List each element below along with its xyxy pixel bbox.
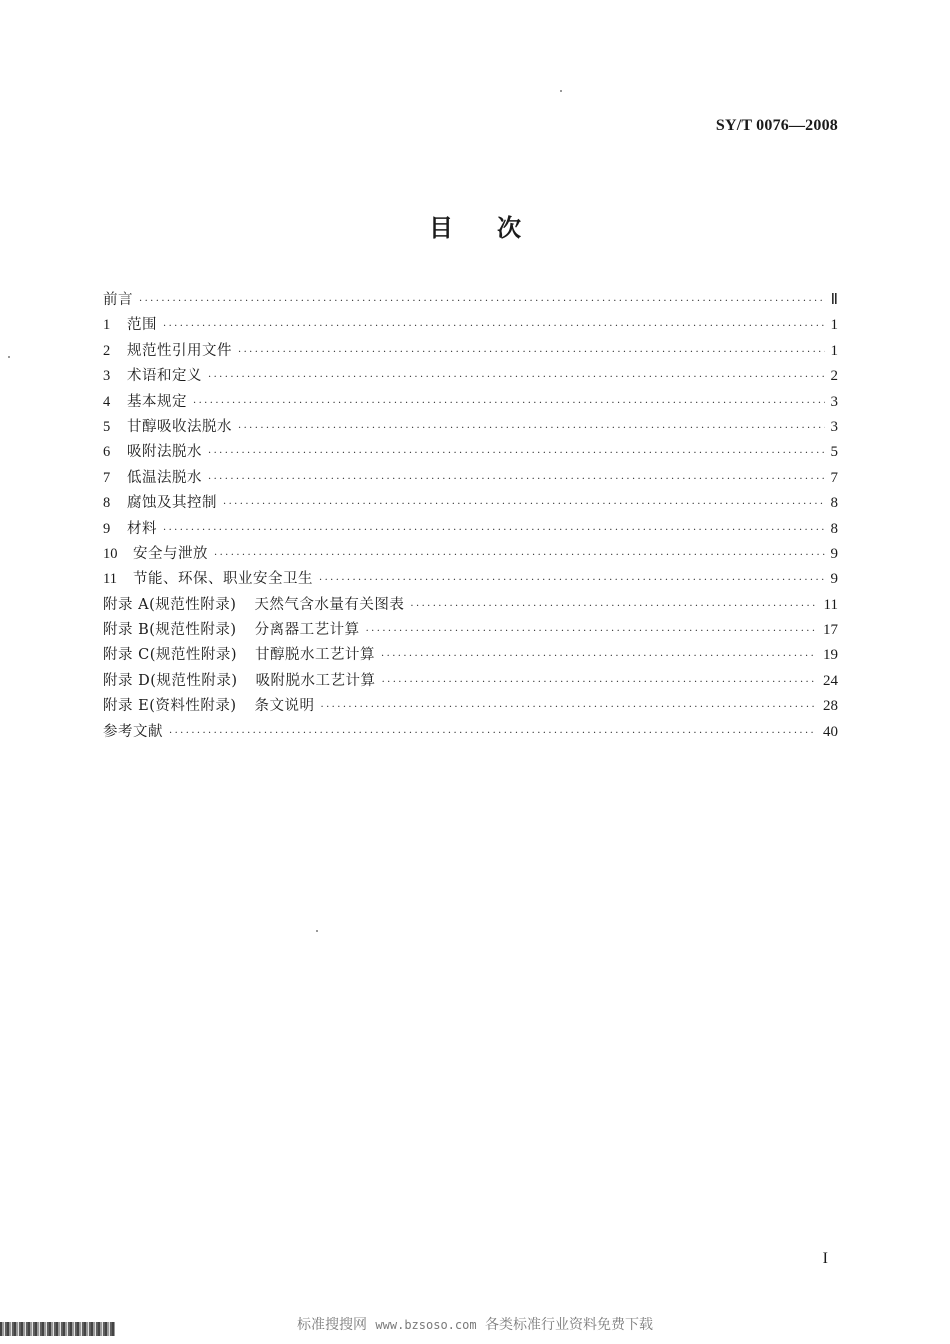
dot-leader bbox=[139, 296, 825, 307]
title-char-2: 次 bbox=[497, 214, 521, 242]
toc-entry-label: 基本规定 bbox=[127, 393, 187, 410]
toc-entry-page: 28 bbox=[823, 698, 838, 715]
toc-entry-page: 8 bbox=[830, 520, 838, 537]
toc-entry-number: 10 bbox=[103, 545, 118, 562]
toc-entry-page: 5 bbox=[830, 444, 838, 461]
dot-leader bbox=[208, 372, 825, 383]
toc-entry-number: 6 bbox=[103, 444, 111, 461]
toc-entry[interactable] bbox=[103, 542, 838, 567]
toc-entry-appendix[interactable] bbox=[103, 643, 838, 668]
dot-leader bbox=[319, 575, 825, 586]
toc-entry-label: 范围 bbox=[127, 317, 157, 334]
toc-entry-page: 40 bbox=[823, 723, 838, 740]
appendix-designation: 附录 D(规范性附录) bbox=[103, 672, 238, 689]
toc-entry-number: 3 bbox=[103, 368, 111, 385]
toc-entry-appendix[interactable] bbox=[103, 593, 838, 618]
toc-entry-page: 1 bbox=[830, 317, 838, 334]
page-number: I bbox=[822, 1250, 828, 1267]
scan-speck bbox=[316, 930, 318, 932]
watermark bbox=[0, 1314, 950, 1334]
toc-entry[interactable] bbox=[103, 491, 838, 516]
title-char-1: 目 bbox=[429, 214, 453, 242]
toc-entry[interactable] bbox=[103, 466, 838, 491]
toc-entry-appendix[interactable] bbox=[103, 618, 838, 643]
dot-leader bbox=[410, 601, 817, 612]
dot-leader bbox=[366, 626, 817, 637]
scan-speck bbox=[560, 90, 562, 92]
dot-leader bbox=[321, 702, 817, 713]
toc-entry[interactable] bbox=[103, 364, 838, 389]
appendix-title: 条文说明 bbox=[254, 698, 315, 715]
toc-entry[interactable] bbox=[103, 567, 838, 592]
toc-entry[interactable] bbox=[103, 720, 838, 745]
toc-entry-page: 8 bbox=[830, 495, 838, 512]
table-of-contents bbox=[103, 288, 838, 745]
toc-entry-number: 7 bbox=[103, 469, 111, 486]
toc-entry[interactable] bbox=[103, 313, 838, 338]
toc-entry-number: 5 bbox=[103, 418, 111, 435]
watermark-site: 标准搜搜网 bbox=[296, 1317, 367, 1333]
toc-entry-number: 11 bbox=[103, 571, 117, 588]
appendix-title: 分离器工艺计算 bbox=[254, 622, 360, 639]
appendix-title: 吸附脱水工艺计算 bbox=[255, 672, 376, 689]
toc-entry-page: 7 bbox=[830, 469, 838, 486]
dot-leader bbox=[238, 347, 825, 358]
dot-leader bbox=[223, 499, 825, 510]
toc-entry-page: 3 bbox=[830, 418, 838, 435]
dot-leader bbox=[193, 398, 825, 409]
toc-entry-page: 9 bbox=[830, 545, 838, 562]
toc-entry-page: 24 bbox=[823, 672, 838, 689]
toc-entry[interactable] bbox=[103, 415, 838, 440]
dot-leader bbox=[381, 651, 817, 662]
appendix-designation: 附录 E(资料性附录) bbox=[103, 698, 237, 715]
toc-entry-appendix[interactable] bbox=[103, 669, 838, 694]
dot-leader bbox=[238, 423, 825, 434]
toc-entry-page: 3 bbox=[830, 393, 838, 410]
dot-leader bbox=[214, 550, 825, 561]
toc-entry[interactable] bbox=[103, 288, 838, 313]
appendix-designation: 附录 C(规范性附录) bbox=[103, 647, 238, 664]
toc-entry-number: 4 bbox=[103, 393, 111, 410]
standard-code: SY/T 0076—2008 bbox=[715, 117, 838, 134]
appendix-title: 天然气含水量有关图表 bbox=[254, 596, 405, 613]
toc-entry-label: 规范性引用文件 bbox=[127, 342, 232, 359]
toc-entry-number: 9 bbox=[103, 520, 111, 537]
appendix-designation: 附录 A(规范性附录) bbox=[103, 596, 237, 613]
toc-entry-page: 9 bbox=[830, 571, 838, 588]
toc-entry-page: 17 bbox=[823, 622, 838, 639]
watermark-url[interactable]: www.bzsoso.com bbox=[375, 1318, 477, 1332]
toc-entry-label: 吸附法脱水 bbox=[127, 444, 202, 461]
toc-entry-page: 11 bbox=[823, 596, 838, 613]
toc-entry[interactable] bbox=[103, 339, 838, 364]
appendix-designation: 附录 B(规范性附录) bbox=[103, 622, 237, 639]
toc-entry-appendix[interactable] bbox=[103, 694, 838, 719]
toc-entry-label: 低温法脱水 bbox=[127, 469, 202, 486]
toc-entry-label: 参考文献 bbox=[103, 723, 163, 740]
toc-entry-number: 8 bbox=[103, 495, 111, 512]
toc-entry-label: 甘醇吸收法脱水 bbox=[127, 418, 232, 435]
toc-entry-page: 19 bbox=[823, 647, 838, 664]
toc-entry[interactable] bbox=[103, 390, 838, 415]
toc-entry-label: 术语和定义 bbox=[127, 368, 202, 385]
page-title bbox=[0, 208, 950, 243]
toc-entry-page: 1 bbox=[830, 342, 838, 359]
toc-entry[interactable] bbox=[103, 517, 838, 542]
dot-leader bbox=[163, 321, 825, 332]
toc-entry-number: 2 bbox=[103, 342, 111, 359]
toc-entry-label: 前言 bbox=[103, 292, 133, 308]
toc-entry-label: 腐蚀及其控制 bbox=[127, 495, 217, 512]
toc-entry-page: Ⅱ bbox=[830, 292, 838, 308]
dot-leader bbox=[382, 677, 817, 688]
toc-entry-page: 2 bbox=[830, 368, 838, 385]
toc-entry-number: 1 bbox=[103, 317, 111, 334]
appendix-title: 甘醇脱水工艺计算 bbox=[255, 647, 376, 664]
dot-leader bbox=[169, 728, 817, 739]
dot-leader bbox=[208, 448, 825, 459]
dot-leader bbox=[208, 474, 825, 485]
toc-entry-label: 安全与泄放 bbox=[133, 545, 208, 562]
dot-leader bbox=[163, 525, 825, 536]
toc-entry[interactable] bbox=[103, 440, 838, 465]
toc-entry-label: 节能、环保、职业安全卫生 bbox=[133, 571, 313, 588]
watermark-tagline: 各类标准行业资料免费下载 bbox=[485, 1317, 654, 1333]
scan-speck bbox=[8, 356, 10, 358]
toc-entry-label: 材料 bbox=[127, 520, 157, 537]
